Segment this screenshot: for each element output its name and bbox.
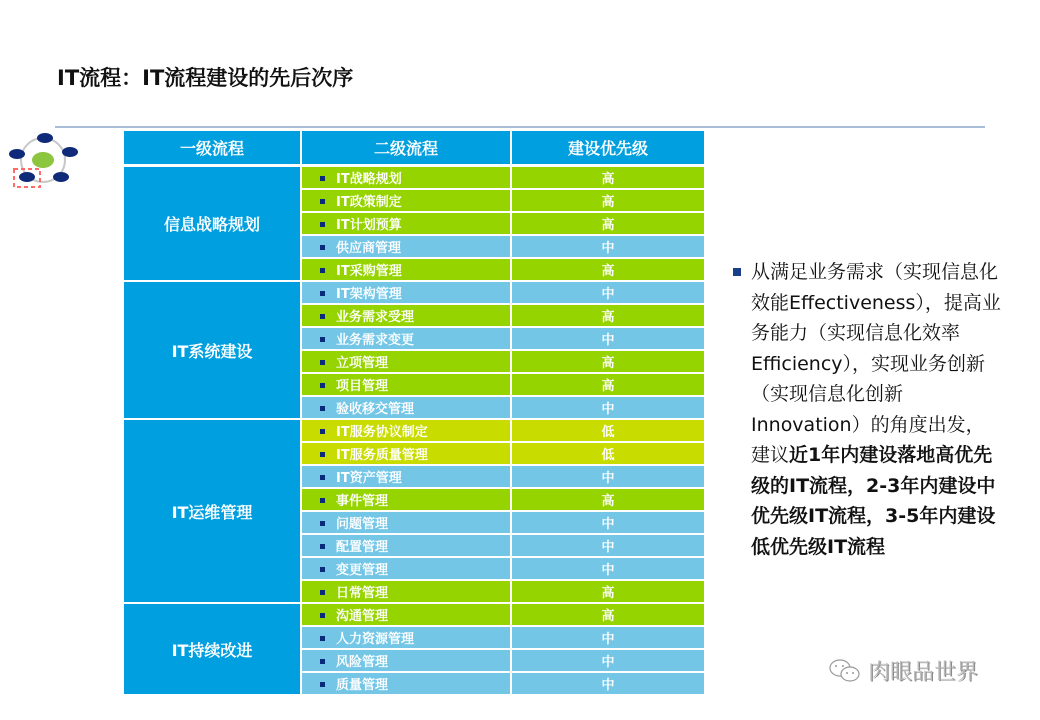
priority-cell: 高 <box>512 604 704 627</box>
priority-cell: 低 <box>512 420 704 443</box>
level2-process-label: IT计划预算 <box>336 218 402 233</box>
header-level1: 一级流程 <box>124 131 302 167</box>
level2-process-cell <box>302 259 512 282</box>
priority-cell: 高 <box>512 213 704 236</box>
page-title: IT流程：IT流程建设的先后次序 <box>57 66 354 90</box>
priority-cell: 高 <box>512 167 704 190</box>
level1-process-cell: 信息战略规划 <box>124 167 302 282</box>
wechat-icon <box>828 657 862 685</box>
priority-cell: 低 <box>512 443 704 466</box>
title-divider <box>55 126 985 128</box>
bullet-icon <box>320 475 325 480</box>
bullet-icon <box>320 590 325 595</box>
level2-process-label: 供应商管理 <box>336 241 402 256</box>
priority-cell: 高 <box>512 489 704 512</box>
bullet-icon <box>320 199 325 204</box>
priority-cell: 中 <box>512 650 704 673</box>
priority-cell: 高 <box>512 259 704 282</box>
priority-cell: 高 <box>512 190 704 213</box>
bullet-icon <box>320 682 325 687</box>
level2-process-label: 日常管理 <box>336 586 389 601</box>
level2-process-label: IT资产管理 <box>336 471 402 486</box>
table-row <box>124 420 704 443</box>
level2-process-label: 事件管理 <box>336 494 389 509</box>
level2-process-cell <box>302 650 512 673</box>
level2-process-label: IT战略规划 <box>336 172 402 187</box>
level2-process-cell <box>302 282 512 305</box>
priority-cell: 中 <box>512 236 704 259</box>
bullet-icon <box>320 406 325 411</box>
level2-process-label: 质量管理 <box>336 678 389 693</box>
level2-process-cell <box>302 466 512 489</box>
level2-process-cell <box>302 190 512 213</box>
level2-process-cell <box>302 558 512 581</box>
bullet-icon <box>320 498 325 503</box>
level2-process-cell <box>302 397 512 420</box>
priority-cell: 中 <box>512 282 704 305</box>
priority-cell: 高 <box>512 374 704 397</box>
bullet-icon <box>733 268 741 276</box>
level2-process-cell <box>302 328 512 351</box>
watermark-text: 肉眼品世界 <box>868 660 979 685</box>
bullet-icon <box>320 222 325 227</box>
level2-process-cell <box>302 627 512 650</box>
level2-process-label: IT架构管理 <box>336 287 402 302</box>
bullet-icon <box>320 383 325 388</box>
level2-process-cell <box>302 673 512 696</box>
priority-cell: 高 <box>512 351 704 374</box>
level2-process-label: 人力资源管理 <box>336 632 415 647</box>
bullet-icon <box>320 636 325 641</box>
level2-process-cell <box>302 374 512 397</box>
level2-process-label: 配置管理 <box>336 540 389 555</box>
bullet-icon <box>320 452 325 457</box>
level2-process-label: 问题管理 <box>336 517 389 532</box>
level2-process-label: 风险管理 <box>336 655 389 670</box>
header-priority: 建设优先级 <box>512 131 704 167</box>
priority-cell: 中 <box>512 328 704 351</box>
bullet-icon <box>320 337 325 342</box>
bullet-icon <box>320 567 325 572</box>
header-level2: 二级流程 <box>302 131 512 167</box>
level2-process-label: 项目管理 <box>336 379 389 394</box>
level2-process-label: IT政策制定 <box>336 195 402 210</box>
priority-cell: 中 <box>512 673 704 696</box>
bullet-icon <box>320 245 325 250</box>
bullet-icon <box>320 314 325 319</box>
level1-process-cell: IT持续改进 <box>124 604 302 696</box>
table-row <box>124 167 704 190</box>
table-row <box>124 604 704 627</box>
bullet-icon <box>320 659 325 664</box>
level2-process-cell <box>302 305 512 328</box>
level2-process-cell <box>302 489 512 512</box>
bullet-icon <box>320 291 325 296</box>
note-text: 从满足业务需求（实现信息化效能Effectiveness），提高业务能力（实现信息化效率Efficiency），实现业务创新（实现信息化创新Innovation）的角度出发，建议 <box>751 261 1001 466</box>
level2-process-cell <box>302 420 512 443</box>
level2-process-cell <box>302 581 512 604</box>
level2-process-label: 业务需求受理 <box>336 310 415 325</box>
level1-process-cell: IT系统建设 <box>124 282 302 420</box>
process-priority-table <box>124 131 704 696</box>
level2-process-label: 变更管理 <box>336 563 389 578</box>
priority-cell: 中 <box>512 535 704 558</box>
level2-process-cell <box>302 236 512 259</box>
note-bold-text: 近1年内建设落地高优先级的IT流程，2-3年内建设中优先级IT流程，3-5年内建设低优先级IT流程 <box>751 444 996 558</box>
priority-cell: 中 <box>512 627 704 650</box>
priority-cell: 中 <box>512 558 704 581</box>
level1-process-cell: IT运维管理 <box>124 420 302 604</box>
table-row <box>124 282 704 305</box>
process-cycle-icon <box>5 128 85 192</box>
priority-cell: 中 <box>512 466 704 489</box>
level2-process-label: IT采购管理 <box>336 264 402 279</box>
level2-process-cell <box>302 512 512 535</box>
bullet-icon <box>320 544 325 549</box>
level2-process-cell <box>302 351 512 374</box>
level2-process-label: 业务需求变更 <box>336 333 415 348</box>
level2-process-label: 立项管理 <box>336 356 389 371</box>
level2-process-label: 验收移交管理 <box>336 402 415 417</box>
bullet-icon <box>320 521 325 526</box>
bullet-icon <box>320 360 325 365</box>
level2-process-cell <box>302 443 512 466</box>
bullet-icon <box>320 176 325 181</box>
level2-process-label: IT服务协议制定 <box>336 425 428 440</box>
priority-cell: 中 <box>512 512 704 535</box>
recommendation-note <box>733 257 1003 562</box>
bullet-icon <box>320 268 325 273</box>
level2-process-label: 沟通管理 <box>336 609 389 624</box>
priority-cell: 高 <box>512 581 704 604</box>
level2-process-label: IT服务质量管理 <box>336 448 428 463</box>
priority-cell: 高 <box>512 305 704 328</box>
level2-process-cell <box>302 167 512 190</box>
priority-cell: 中 <box>512 397 704 420</box>
process-thumbnail <box>5 128 85 192</box>
bullet-icon <box>320 429 325 434</box>
watermark <box>828 655 978 686</box>
level2-process-cell <box>302 535 512 558</box>
bullet-icon <box>320 613 325 618</box>
level2-process-cell <box>302 604 512 627</box>
level2-process-cell <box>302 213 512 236</box>
